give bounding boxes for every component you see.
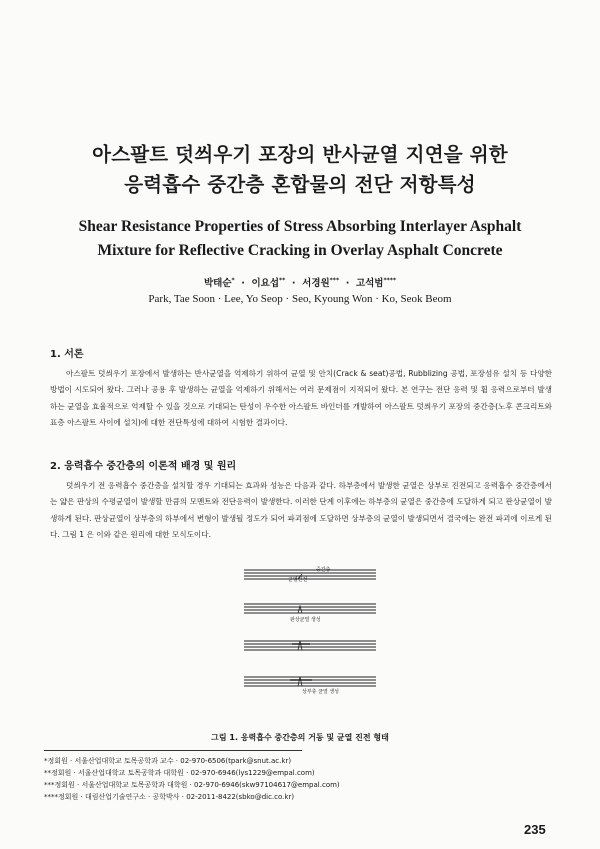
authors-korean: 박태순* · 이요섭** · 서경원*** · 고석범**** — [203, 276, 397, 289]
panel-2 — [244, 604, 376, 613]
author-name: 박태순 — [203, 278, 232, 289]
authors-english: Park, Tae Soon · Lee, Yo Seop · Seo, Kyoung Won · Ko, Seok Beom — [148, 293, 452, 305]
footnote-mark: ** — [44, 769, 51, 777]
section-1-paragraph: 아스팔트 덧씌우기 포장에서 발생하는 반사균열을 억제하기 위하여 균열 및 안치(Crack & seat)공법, Rubblizing 공법, 포장섬유 설치 등 다양한 방법이 시도되어 왔다. 그러나 공용 후 발생하는 균열을 억제하기 위해서는 여러 문제점이 지적되어 왔다. 본 연구는 전단 응력 및 휨 응력으로부터 발생하는 균열을 효율적으로 억제할 수 있을 것으로 기대되는 탄성이 우수한 아스팔트 바인더를 개발하여 아스팔트 덧씌우기 포장의 중간층(노후 콘크리트와 표층 아스팔트 사이에 설치)에 대한 전단특성에 대하여 시험한 결과이다. — [50, 369, 552, 427]
title-english-line-1: Shear Resistance Properties of Stress Absorbing Interlayer Asphalt — [78, 218, 522, 235]
figure-label-upper-crack: 상부층 균열 생성 — [302, 689, 339, 695]
footnote-mark: *** — [44, 781, 55, 789]
footnote-2 — [44, 768, 315, 779]
title-korean-line-1: 아스팔트 덧씌우기 포장의 반사균열 지연을 위한 — [92, 143, 508, 166]
author-mark: **** — [383, 276, 397, 284]
footnote-mark: * — [44, 757, 48, 765]
footnote-divider — [44, 750, 302, 751]
page-number: 235 — [524, 822, 546, 837]
author-name: 고석범 — [355, 278, 384, 289]
footnote-text: 정회원 · 서울산업대학교 토목공학과 교수 · 02-970-6506(tpark@snut.ac.kr) — [47, 757, 292, 765]
figure-label-crack-progress: 균열진전 — [288, 577, 308, 583]
footnote-4 — [44, 792, 294, 803]
section-2-paragraph: 덧씌우기 전 응력흡수 중간층을 설치할 경우 기대되는 효과와 성능은 다음과 같다. 하부층에서 발생한 균열은 상부로 진전되고 응력흡수 중간층에서는 얇은 판상의 수평균열이 발생할 만큼의 모멘트와 전단응력이 발생한다. 이러한 단계 이후에는 하부층의 균열은 중간층에 도달하게 되고 판상균열이 발생하게 된다. 판상균열이 상부층의 하부에서 변형이 발생될 정도가 되어 파괴점에 도달하면 상부층의 균열이 발생되면서 결국에는 완전 파괴에 이르게 된다. 그림 1 은 이와 같은 원리에 대한 모식도이다. — [50, 481, 552, 539]
figure-1-caption: 그림 1. 응력흡수 중간층의 거동 및 균열 진전 형태 — [211, 733, 389, 742]
author-mark: * — [231, 276, 235, 284]
panel-4 — [244, 677, 376, 686]
author-mark: *** — [329, 276, 340, 284]
footnote-text: 정회원 · 서울산업대학교 토목공학과 대학원 · 02-970-6946(lys1229@empal.com) — [51, 769, 315, 777]
title-english-line-2: Mixture for Reflective Cracking in Overlay Asphalt Concrete — [97, 242, 503, 259]
panel-1 — [244, 570, 376, 579]
footnote-text: 정회원 · 서울산업대학교 토목공학과 대학원 · 02-970-6946(skw97104617@empal.com) — [54, 781, 340, 789]
author-name: 서경원 — [302, 278, 330, 289]
footnote-1 — [44, 756, 291, 767]
footnote-3 — [44, 780, 340, 791]
figure-label-interlayer: 중간층 — [316, 567, 331, 573]
section-1-heading: 1. 서론 — [50, 349, 84, 360]
panel-3 — [244, 641, 376, 650]
footnote-text: 정회원 · 대림산업기술연구소 · 공학박사 · 02-2011-8422(sbko@dic.co.kr) — [58, 793, 295, 801]
footnote-mark: **** — [44, 793, 58, 801]
title-korean-line-2: 응력흡수 중간층 혼합물의 전단 저항특성 — [124, 173, 476, 196]
author-mark: ** — [279, 276, 286, 284]
figure-label-plate-crack: 판상균열 생성 — [290, 617, 321, 623]
author-name: 이요섭 — [251, 278, 280, 289]
section-2-heading: 2. 응력흡수 중간층의 이론적 배경 및 원리 — [50, 461, 237, 472]
